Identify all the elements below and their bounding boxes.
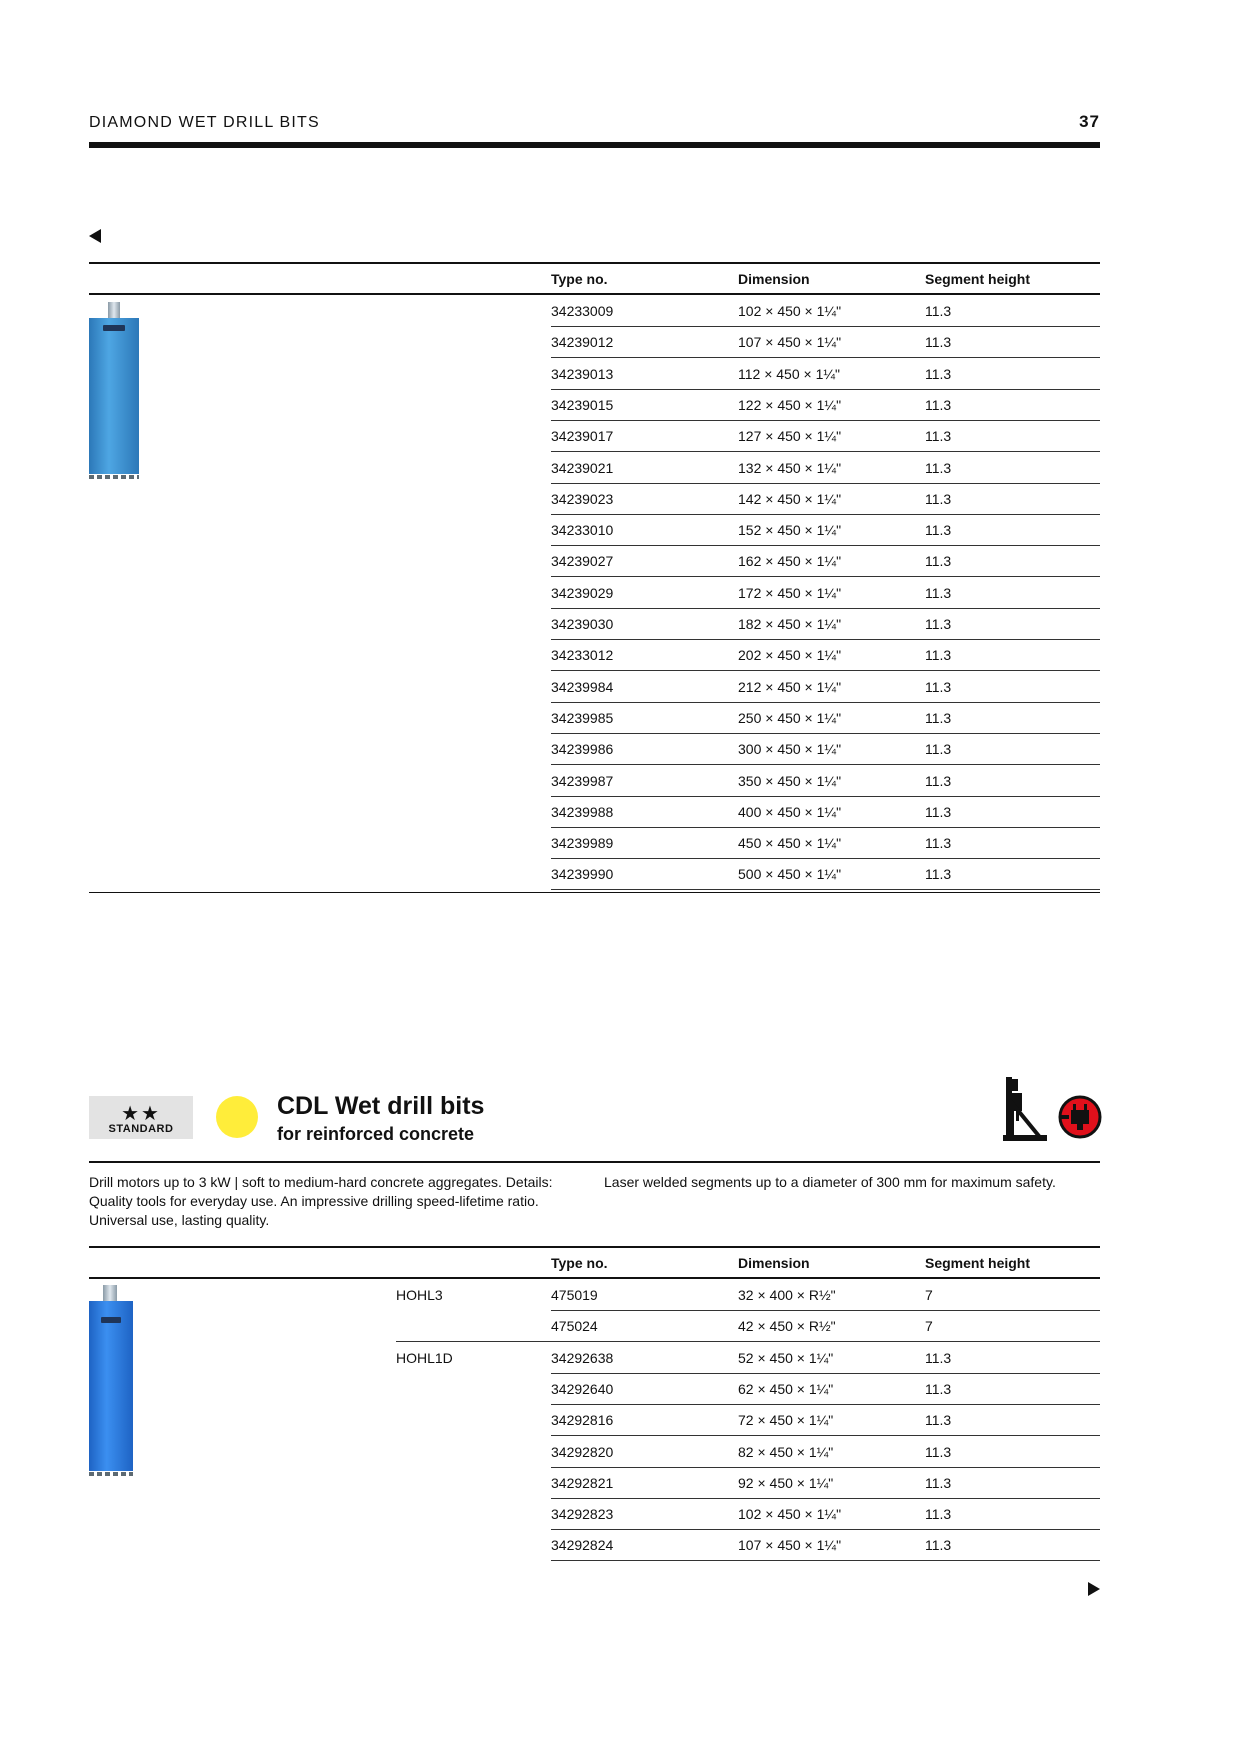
table1-row [551,671,1100,703]
dimension-cell: 450 × 450 × 1¼" [738,835,842,852]
dimension-cell: 42 × 450 × R½" [738,1318,836,1335]
segment-height-cell: 11.3 [925,334,952,351]
dimension-cell: 250 × 450 × 1¼" [738,709,842,726]
segment-height-cell: 11.3 [925,584,952,601]
type-no-cell: 34292821 [551,1474,614,1491]
dimension-cell: 127 × 450 × 1¼" [738,428,842,445]
table2-row [551,1436,1100,1468]
section-title: DIAMOND WET DRILL BITS [89,114,320,131]
table1-row [551,389,1100,421]
table1-header-segment: Segment height [925,271,1031,287]
star-rating-icon: ★★ [121,1103,161,1125]
table1-row [551,608,1100,640]
dimension-cell: 182 × 450 × 1¼" [738,616,842,632]
previous-page-arrow-icon[interactable] [89,229,101,243]
segment-height-cell: 11.3 [925,490,952,507]
dimension-cell: 32 × 400 × R½" [738,1287,836,1303]
table1-bottom-rule [89,892,1100,893]
segment-height-cell: 11.3 [925,835,952,852]
table1-row [551,326,1100,358]
segment-height-cell: 11.3 [925,1443,952,1460]
page-number: 37 [1079,112,1100,131]
segment-height-cell: 11.3 [925,1412,952,1429]
type-no-cell: 34233009 [551,303,614,319]
segment-height-cell: 11.3 [925,1506,952,1523]
table2-row [551,1467,1100,1499]
table2-header-dimension: Dimension [738,1255,810,1271]
table1-row [551,858,1100,890]
type-no-cell: 34239027 [551,553,614,570]
table1-row [551,514,1100,546]
dimension-cell: 122 × 450 × 1¼" [738,396,842,413]
product-heading-rule [89,1161,1100,1163]
type-no-cell: 34292638 [551,1349,614,1366]
type-no-cell: 34239984 [551,678,614,695]
product-title: CDL Wet drill bits [277,1092,485,1120]
segment-height-cell: 11.3 [925,678,952,695]
table2-row [551,1529,1100,1561]
table2-row [551,1498,1100,1530]
segment-height-cell: 11.3 [925,1380,952,1397]
dimension-cell: 92 × 450 × 1¼" [738,1474,834,1491]
type-no-cell: 34239986 [551,741,614,758]
type-no-cell: 475024 [551,1318,598,1335]
dimension-cell: 52 × 450 × 1¼" [738,1349,834,1366]
type-no-cell: 34292816 [551,1412,614,1429]
table1-row [551,358,1100,390]
dimension-cell: 102 × 450 × 1¼" [738,303,842,319]
dimension-cell: 132 × 450 × 1¼" [738,459,842,476]
type-no-cell: 34239030 [551,616,614,632]
dimension-cell: 212 × 450 × 1¼" [738,678,842,695]
segment-height-cell: 11.3 [925,303,952,319]
segment-height-cell: 11.3 [925,647,952,664]
dimension-cell: 152 × 450 × 1¼" [738,522,842,539]
dimension-cell: 102 × 450 × 1¼" [738,1506,842,1523]
drill-bit-image-small [89,1285,133,1473]
type-no-cell: 34239988 [551,803,614,820]
segment-height-cell: 11.3 [925,396,952,413]
type-no-cell: 34239012 [551,334,614,351]
dimension-cell: 82 × 450 × 1¼" [738,1443,834,1460]
type-no-cell: 34233012 [551,647,614,664]
type-no-cell: 34239021 [551,459,614,476]
type-no-cell: 34239015 [551,396,614,413]
product-subtitle: for reinforced concrete [277,1124,475,1144]
dimension-cell: 172 × 450 × 1¼" [738,584,842,601]
group-divider [396,1341,551,1342]
dimension-cell: 500 × 450 × 1¼" [738,866,842,883]
segment-height-cell: 11.3 [925,428,952,445]
table2-row [551,1279,1100,1311]
type-no-cell: 34292820 [551,1443,614,1460]
segment-height-cell: 11.3 [925,741,952,758]
segment-height-cell: 11.3 [925,365,952,382]
dimension-cell: 350 × 450 × 1¼" [738,772,842,789]
type-no-cell: 34292640 [551,1380,614,1397]
type-no-cell: 34239013 [551,365,614,382]
dimension-cell: 62 × 450 × 1¼" [738,1380,834,1397]
type-no-cell: 34292824 [551,1537,614,1554]
product-group-label: HOHL1D [396,1349,453,1366]
dimension-cell: 112 × 450 × 1¼" [738,365,841,382]
type-no-cell: 34239987 [551,772,614,789]
segment-height-cell: 11.3 [925,522,952,539]
type-no-cell: 34292823 [551,1506,614,1523]
table1-header-type: Type no. [551,271,608,287]
segment-height-cell: 11.3 [925,772,952,789]
table2-row [551,1404,1100,1436]
segment-height-cell: 7 [925,1287,933,1303]
table1-row [551,420,1100,452]
dimension-cell: 300 × 450 × 1¼" [738,741,842,758]
badge-label: STANDARD [108,1123,174,1135]
table1-row [551,452,1100,484]
product-group-label: HOHL3 [396,1287,443,1303]
table1-row [551,765,1100,797]
type-no-cell: 34233010 [551,522,614,539]
segment-height-cell: 11.3 [925,709,952,726]
type-no-cell: 34239990 [551,866,614,883]
table1-top-rule [89,262,1100,264]
dimension-cell: 72 × 450 × 1¼" [738,1412,834,1429]
table1-row [551,702,1100,734]
dimension-cell: 142 × 450 × 1¼" [738,490,842,507]
table1-row [551,733,1100,765]
segment-height-cell: 11.3 [925,459,952,476]
table2-row [551,1373,1100,1405]
drill-stand-icon [1003,1077,1047,1141]
dimension-cell: 400 × 450 × 1¼" [738,803,842,820]
type-no-cell: 34239989 [551,835,614,852]
segment-height-cell: 11.3 [925,1537,952,1554]
table1-header-dimension: Dimension [738,271,810,287]
segment-height-cell: 7 [925,1318,933,1335]
dimension-cell: 107 × 450 × 1¼" [738,334,842,351]
segment-height-cell: 11.3 [925,866,952,883]
table2-row [551,1310,1100,1342]
table1-row [551,295,1100,327]
table1-row [551,827,1100,859]
dimension-cell: 107 × 450 × 1¼" [738,1537,842,1554]
drill-bit-image-large [89,302,139,476]
segment-height-cell: 11.3 [925,1349,952,1366]
table1-row [551,796,1100,828]
product-description-right: Laser welded segments up to a diameter of 300 mm for maximum safety. [604,1174,1056,1190]
segment-height-cell: 11.3 [925,1474,952,1491]
segment-height-cell: 11.3 [925,803,952,820]
yellow-dot-icon [216,1096,258,1138]
standard-quality-badge [89,1096,193,1139]
table2-row [551,1342,1100,1374]
table1-row [551,545,1100,577]
next-page-arrow-icon[interactable] [1088,1582,1100,1596]
segment-height-cell: 11.3 [925,553,952,570]
product-description-left: Drill motors up to 3 kW | soft to medium-hard concrete aggregates. Details: Quality tools for everyday use. An impressive drilling speed-lifetime ratio. Universal use, lasting quality. [89,1174,553,1228]
segment-height-cell: 11.3 [925,616,952,632]
type-no-cell: 34239017 [551,428,614,445]
dimension-cell: 202 × 450 × 1¼" [738,647,842,664]
table2-top-rule [89,1246,1100,1248]
type-no-cell: 34239029 [551,584,614,601]
table1-row [551,639,1100,671]
socket-power-icon [1058,1095,1102,1139]
table1-row [551,483,1100,515]
dimension-cell: 162 × 450 × 1¼" [738,553,842,570]
table2-header-segment: Segment height [925,1255,1031,1271]
type-no-cell: 34239023 [551,490,614,507]
table1-row [551,577,1100,609]
header-rule [89,142,1100,148]
table2-header-type: Type no. [551,1255,608,1271]
type-no-cell: 475019 [551,1287,598,1303]
type-no-cell: 34239985 [551,709,614,726]
